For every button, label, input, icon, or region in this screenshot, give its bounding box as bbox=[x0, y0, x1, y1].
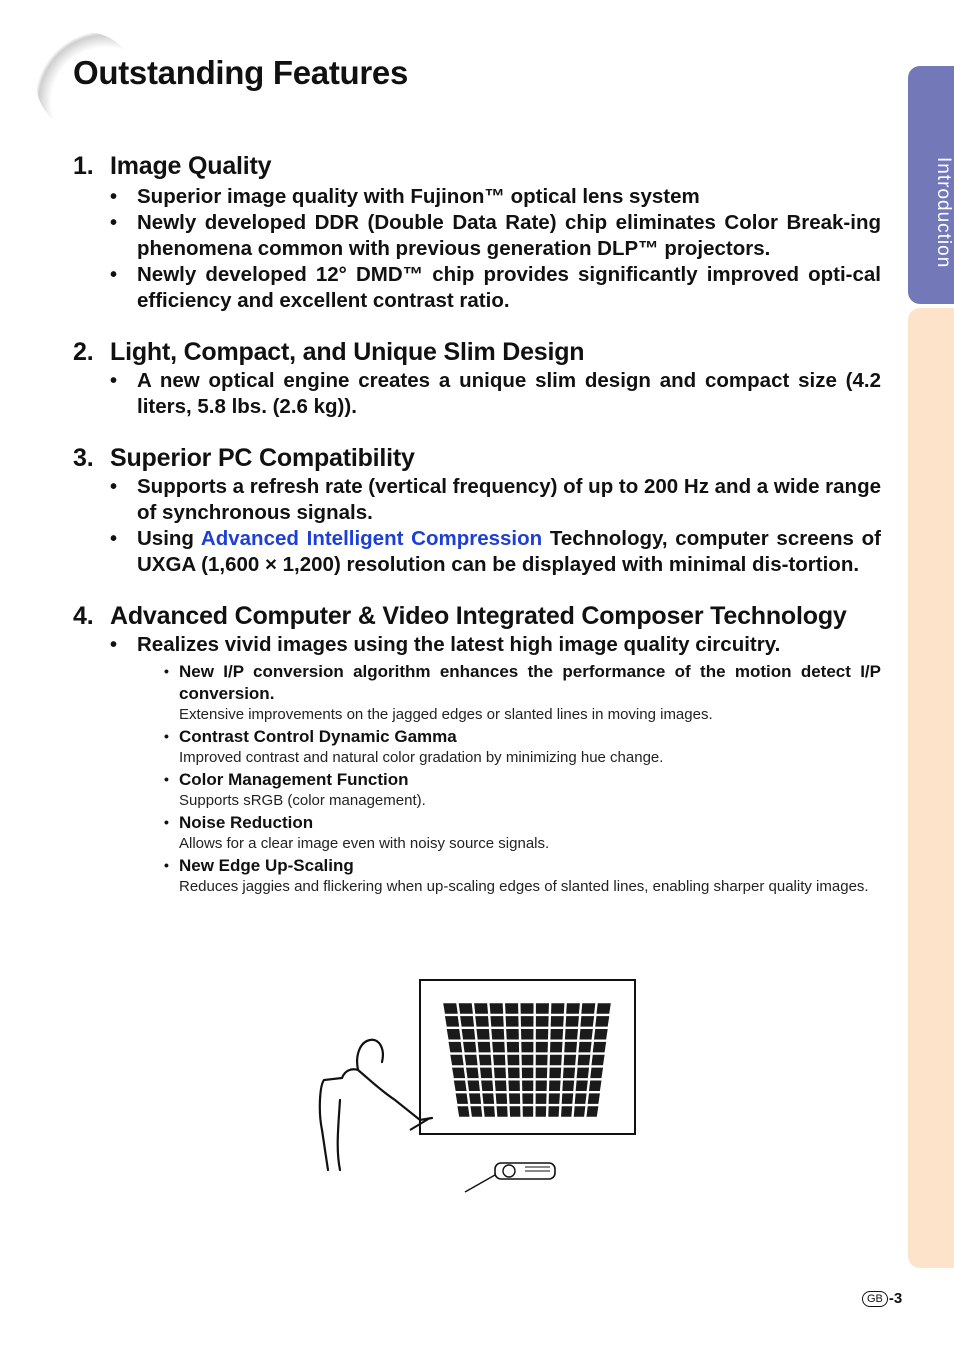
sub-item bbox=[179, 661, 881, 726]
grid-cell bbox=[492, 1042, 505, 1052]
aic-link[interactable]: Advanced Intelligent Compression bbox=[200, 527, 543, 550]
grid-cell bbox=[457, 1106, 469, 1116]
grid-cell bbox=[536, 1106, 547, 1116]
grid-cell bbox=[595, 1016, 609, 1026]
grid-cell bbox=[562, 1081, 574, 1091]
grid-cell bbox=[550, 1042, 562, 1052]
section-heading bbox=[73, 336, 881, 368]
grid-cell bbox=[591, 1055, 604, 1065]
section-number: 2. bbox=[73, 338, 94, 366]
sub-item-desc: Allows for a clear image even with noisy source signals. bbox=[179, 835, 550, 852]
bullet-item-aic bbox=[110, 526, 881, 578]
grid-cell bbox=[445, 1016, 459, 1026]
section-title: Advanced Computer & Video Integrated Composer Technology bbox=[110, 602, 847, 630]
side-tab-label: Introduction bbox=[933, 157, 954, 269]
grid-cell bbox=[508, 1068, 520, 1078]
bullet-list bbox=[73, 184, 881, 314]
grid-cell bbox=[507, 1042, 519, 1052]
sub-item-desc: Extensive improvements on the jagged edges or slanted lines in moving images. bbox=[179, 706, 713, 723]
grid-cell bbox=[523, 1106, 534, 1116]
bullet-list bbox=[73, 632, 881, 898]
grid-cell bbox=[562, 1093, 574, 1103]
grid-cell bbox=[469, 1093, 481, 1103]
grid-cell bbox=[593, 1042, 606, 1052]
grid-cell bbox=[475, 1016, 489, 1026]
section-title: Image Quality bbox=[110, 152, 272, 180]
grid-cell bbox=[497, 1106, 508, 1116]
grid-cell bbox=[575, 1093, 587, 1103]
grid-cell bbox=[588, 1093, 600, 1103]
grid-cell bbox=[581, 1003, 595, 1013]
grid-cell bbox=[536, 1003, 549, 1013]
grid-cell bbox=[577, 1068, 589, 1078]
grid-cell bbox=[465, 1055, 478, 1065]
grid-cell bbox=[494, 1068, 506, 1078]
grid-cell bbox=[456, 1093, 468, 1103]
grid-cell bbox=[561, 1106, 572, 1116]
grid-cell bbox=[454, 1081, 467, 1091]
grid-cell bbox=[493, 1055, 505, 1065]
grid-cell bbox=[565, 1029, 578, 1039]
bullet-item: • A new optical engine creates a unique slim design and compact size (4.2 liters, 5.8 lbs. (2.6 kg)). bbox=[110, 368, 881, 420]
section-heading bbox=[73, 150, 881, 182]
aic-suffix: Technology, computer screens of UXGA (1,600 × 1,200) resolution can be displayed with minimal dis-tortion. bbox=[137, 527, 881, 576]
grid-cell bbox=[564, 1055, 576, 1065]
grid-cell bbox=[536, 1055, 548, 1065]
section-title: Light, Compact, and Unique Slim Design bbox=[110, 338, 585, 366]
projector-icon bbox=[465, 1163, 555, 1192]
grid-cell bbox=[550, 1029, 563, 1039]
grid-cell bbox=[566, 1003, 580, 1013]
grid-cell bbox=[536, 1029, 548, 1039]
grid-cell bbox=[509, 1093, 520, 1103]
grid-cell bbox=[506, 1016, 519, 1026]
grid-cell bbox=[491, 1029, 504, 1039]
section-slim-design bbox=[73, 336, 881, 420]
grid-cell bbox=[470, 1106, 482, 1116]
grid-cell bbox=[536, 1081, 547, 1091]
person-figure bbox=[320, 1040, 432, 1170]
sub-item-title: • New Edge Up-Scaling bbox=[179, 855, 354, 875]
grid-cell bbox=[483, 1106, 494, 1116]
grid-cell bbox=[508, 1081, 519, 1091]
side-tab-introduction[interactable] bbox=[908, 66, 954, 304]
grid-cell bbox=[536, 1093, 547, 1103]
grid-cell bbox=[578, 1055, 591, 1065]
bullet-item: • Supports a refresh rate (vertical frequency) of up to 200 Hz and a wide range of synchronous signals. bbox=[110, 474, 881, 526]
grid-cell bbox=[507, 1055, 519, 1065]
grid-cell bbox=[474, 1003, 488, 1013]
grid-cell bbox=[466, 1068, 479, 1078]
section-heading bbox=[73, 600, 881, 632]
sub-item-title: • Color Management Function bbox=[179, 769, 409, 789]
grid-cell bbox=[522, 1093, 533, 1103]
grid-cell bbox=[522, 1068, 534, 1078]
sub-item-desc: Reduces jaggies and flickering when up-scaling edges of slanted lines, enabling sharper quality images. bbox=[179, 878, 869, 895]
section-image-quality bbox=[73, 150, 881, 314]
grid-cell bbox=[490, 1016, 503, 1026]
grid-cell bbox=[506, 1029, 519, 1039]
grid-cell bbox=[460, 1016, 474, 1026]
content-area bbox=[73, 150, 881, 898]
grid-cell bbox=[496, 1093, 507, 1103]
grid-cell bbox=[574, 1106, 586, 1116]
grid-cell bbox=[521, 1029, 533, 1039]
grid-cell bbox=[462, 1029, 476, 1039]
grid-cell bbox=[490, 1003, 504, 1013]
sub-item bbox=[179, 855, 881, 898]
section-number: 1. bbox=[73, 152, 94, 180]
page-number bbox=[862, 1290, 902, 1307]
grid-cell bbox=[576, 1081, 588, 1091]
page-number-text: -3 bbox=[888, 1290, 903, 1307]
grid-cell bbox=[481, 1081, 493, 1091]
grid-cell bbox=[549, 1068, 561, 1078]
section-title: Superior PC Compatibility bbox=[110, 444, 415, 472]
sub-item-title: • Noise Reduction bbox=[179, 812, 314, 832]
grid-cell bbox=[449, 1042, 463, 1052]
grid-cell bbox=[443, 1003, 458, 1013]
grid-cell bbox=[522, 1055, 534, 1065]
grid-cell bbox=[563, 1068, 575, 1078]
aic-prefix: Using bbox=[137, 527, 201, 550]
grid-cell bbox=[578, 1042, 591, 1052]
sub-item bbox=[179, 726, 881, 769]
grid-cell bbox=[447, 1029, 461, 1039]
grid-cell bbox=[459, 1003, 473, 1013]
grid-cell bbox=[536, 1016, 549, 1026]
grid-cell bbox=[450, 1055, 463, 1065]
projector-illustration bbox=[300, 970, 660, 1200]
bullet-item: • Newly developed 12° DMD™ chip provides significantly improved opti-cal efficiency and excellent contrast ratio. bbox=[110, 262, 881, 314]
grid-cell bbox=[452, 1068, 465, 1078]
sub-item-title: • New I/P conversion algorithm enhances the performance of the motion detect I/P conversion. bbox=[179, 662, 881, 703]
grid-cell bbox=[536, 1068, 548, 1078]
grid-cell bbox=[536, 1042, 548, 1052]
grid-cell bbox=[579, 1029, 592, 1039]
section-composer-technology bbox=[73, 600, 881, 898]
grid-cell bbox=[551, 1016, 564, 1026]
grid-cell bbox=[521, 1042, 533, 1052]
bullet-item bbox=[110, 632, 881, 898]
sub-item-title: • Contrast Control Dynamic Gamma bbox=[179, 726, 457, 746]
grid-cell bbox=[495, 1081, 507, 1091]
grid-cell bbox=[594, 1029, 608, 1039]
grid-cell bbox=[521, 1016, 534, 1026]
grid-cell bbox=[479, 1055, 492, 1065]
side-tab-strip bbox=[908, 308, 954, 1268]
grid-cell bbox=[566, 1016, 579, 1026]
grid-cell bbox=[476, 1029, 489, 1039]
grid-cell bbox=[520, 1003, 533, 1013]
section-number: 4. bbox=[73, 602, 94, 630]
grid-cell bbox=[482, 1093, 494, 1103]
grid-cell bbox=[468, 1081, 480, 1091]
bullet-item: • Newly developed DDR (Double Data Rate) chip eliminates Color Break-ing phenomena common with previous generation DLP™ projectors. bbox=[110, 210, 881, 262]
grid-cell bbox=[478, 1042, 491, 1052]
grid-cell bbox=[580, 1016, 594, 1026]
grid-cell bbox=[596, 1003, 610, 1013]
grid-cell bbox=[564, 1042, 577, 1052]
grid-cell bbox=[480, 1068, 492, 1078]
page-title: Outstanding Features bbox=[73, 54, 409, 91]
bullet-text: Realizes vivid images using the latest high image quality circuitry. bbox=[137, 633, 781, 656]
bullet-item: • Superior image quality with Fujinon™ optical lens system bbox=[110, 184, 881, 210]
grid-cell bbox=[590, 1068, 603, 1078]
section-heading bbox=[73, 442, 881, 474]
grid-cell bbox=[510, 1106, 521, 1116]
grid-cell bbox=[549, 1093, 560, 1103]
sub-item-desc: Supports sRGB (color management). bbox=[179, 792, 426, 809]
section-number: 3. bbox=[73, 444, 94, 472]
grid-cell bbox=[589, 1081, 601, 1091]
grid-cell bbox=[551, 1003, 564, 1013]
grid-cell bbox=[505, 1003, 518, 1013]
grid-cell bbox=[549, 1081, 561, 1091]
sub-item bbox=[179, 812, 881, 855]
grid-cell bbox=[548, 1106, 559, 1116]
gb-badge-icon: GB bbox=[862, 1291, 888, 1307]
bullet-list bbox=[73, 474, 881, 578]
bullet-list bbox=[73, 368, 881, 420]
grid-cell bbox=[463, 1042, 476, 1052]
sub-list bbox=[137, 661, 881, 898]
grid-cell bbox=[586, 1106, 598, 1116]
grid-cell bbox=[550, 1055, 562, 1065]
sub-item bbox=[179, 769, 881, 812]
grid-cell bbox=[522, 1081, 533, 1091]
sub-item-desc: Improved contrast and natural color gradation by minimizing hue change. bbox=[179, 749, 664, 766]
section-pc-compatibility bbox=[73, 442, 881, 578]
